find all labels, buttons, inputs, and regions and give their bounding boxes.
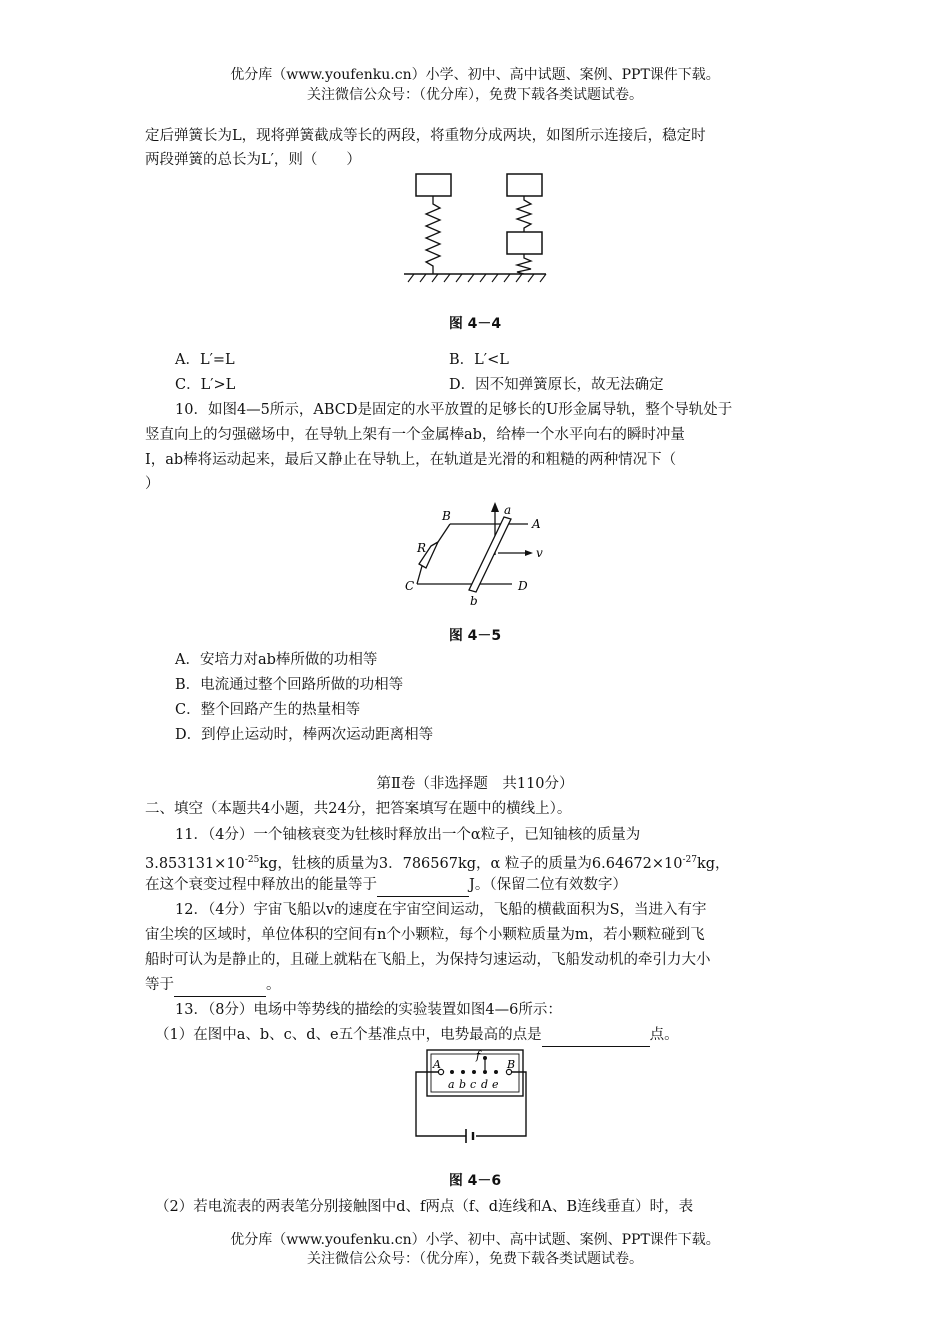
- q10-text-line-2: 竖直向上的匀强磁场中，在导轨上架有一个金属棒ab，给棒一个水平向右的瞬时冲量: [145, 427, 685, 443]
- q13-sub1-pre: （1）在图中a、b、c、d、e五个基准点中，电势最高的点是: [155, 1027, 542, 1043]
- q9-text-line-2: 两段弹簧的总长为L′，则（ ）: [145, 152, 361, 168]
- figure-4-6-caption: 图 4－6: [448, 1173, 502, 1189]
- label-c: c: [470, 1078, 477, 1091]
- label-e: e: [492, 1078, 499, 1091]
- q10-option-c: C．整个回路产生的热量相等: [175, 702, 361, 718]
- q11-mass-alpha: 6.64672×10: [591, 855, 683, 872]
- q10-text-line-4: ）: [145, 476, 160, 492]
- q13-sub1-post: 点。: [649, 1027, 679, 1043]
- label-B: B: [442, 509, 451, 523]
- q11-text-mid: kg，钍核的质量为3．786567kg，α 粒子的质量为: [259, 855, 592, 872]
- q9-option-b: B．L′<L: [449, 352, 509, 368]
- header-line-2: 关注微信公众号：（优分库），免费下载各类试题试卷。: [307, 87, 643, 103]
- ground-hatching: [408, 274, 546, 282]
- q13-sub1-line: [155, 1024, 679, 1047]
- left-weight-block: [416, 174, 451, 196]
- q11-exp-uranium: -25: [244, 855, 260, 865]
- q9-text-line-1: 定后弹簧长为L，现将弹簧截成等长的两段，将重物分成两块，如图所示连接后，稳定时: [145, 128, 706, 144]
- q10-option-b: B．电流通过整个回路所做的功相等: [175, 677, 404, 693]
- figure-4-4-springs: [400, 170, 550, 292]
- right-top-weight-block: [507, 174, 542, 196]
- label-d: d: [481, 1078, 489, 1091]
- q12-text-line-4: [145, 974, 281, 997]
- q12-line4-post: 。: [266, 977, 281, 993]
- q11-text-line-2: [145, 849, 730, 875]
- q11-line3-pre: 在这个衰变过程中释放出的能量等于: [145, 877, 377, 893]
- right-lower-spring: [517, 254, 531, 274]
- label-D: D: [518, 579, 528, 593]
- q11-text-line-1: 11．（4分）一个铀核衰变为钍核时释放出一个α粒子，已知铀核的质量为: [175, 827, 641, 843]
- label-A: A: [532, 517, 541, 531]
- q12-answer-blank[interactable]: [174, 974, 266, 997]
- footer-line-1: 优分库（www.youfenku.cn）小学、初中、高中试题、案例、PPT课件下载。: [230, 1232, 720, 1248]
- right-middle-weight-block: [507, 232, 542, 254]
- q12-text-line-1: 12．（4分）宇宙飞船以v的速度在宇宙空间运动，飞船的横截面积为S，当进入有宇: [175, 902, 707, 918]
- q11-exp-alpha: -27: [682, 855, 697, 865]
- figure-4-5-caption: 图 4－5: [448, 628, 502, 644]
- q11-line3-post: J。（保留二位有效数字）: [469, 877, 628, 893]
- label-C: C: [405, 579, 415, 593]
- q13-sub2-line: （2）若电流表的两表笔分别接触图中d、f两点（f、d连线和A、B连线垂直）时，表: [155, 1199, 694, 1215]
- section-2-intro: 二、填空（本题共4小题，共24分，把答案填写在题中的横线上）。: [145, 801, 572, 817]
- label-A: A: [433, 1058, 441, 1071]
- q13-text-line-1: 13．（8分）电场中等势线的描绘的实验装置如图4—6所示：: [175, 1002, 562, 1018]
- q11-unit-kg: kg，: [696, 855, 730, 872]
- q10-text-line-3: I，ab棒将运动起来，最后又静止在导轨上，在轨道是光滑的和粗糙的两种情况下（: [145, 452, 677, 468]
- q11-answer-blank[interactable]: [377, 874, 469, 897]
- q11-mass-uranium: 3.853131×10: [145, 855, 245, 872]
- label-a: a: [448, 1078, 455, 1091]
- label-a: a: [504, 503, 512, 517]
- q12-line4-pre: 等于: [145, 977, 174, 993]
- q11-text-line-3: [145, 874, 627, 897]
- label-b: b: [470, 594, 478, 608]
- header-line-1: 优分库（www.youfenku.cn）小学、初中、高中试题、案例、PPT课件下载。: [230, 67, 720, 83]
- q9-option-a: A．L′=L: [175, 352, 235, 368]
- left-long-spring: [426, 196, 440, 274]
- q9-option-d: D．因不知弹簧原长，故无法确定: [449, 377, 664, 393]
- label-R: R: [417, 541, 427, 555]
- q12-text-line-3: 船时可认为是静止的，且碰上就粘在飞船上，为保持匀速运动，飞船发动机的牵引力大小: [145, 952, 711, 968]
- label-B: B: [507, 1058, 516, 1071]
- figure-4-4-caption: 图 4－4: [448, 316, 502, 332]
- q10-option-d: D．到停止运动时，棒两次运动距离相等: [175, 727, 434, 743]
- footer-line-2: 关注微信公众号：（优分库），免费下载各类试题试卷。: [307, 1251, 643, 1267]
- figure-4-5-rails: [400, 500, 555, 610]
- right-upper-spring: [517, 196, 531, 232]
- q10-text-line-1: 10．如图4—5所示，ABCD是固定的水平放置的足够长的U形金属导轨，整个导轨处于: [175, 402, 733, 418]
- label-v: v: [536, 546, 543, 560]
- label-b: b: [459, 1078, 467, 1091]
- part-2-title: 第Ⅱ卷（非选择题 共110分）: [376, 776, 574, 792]
- q12-text-line-2: 宙尘埃的区域时，单位体积的空间有n个小颗粒，每个小颗粒质量为m，若小颗粒碰到飞: [145, 927, 705, 943]
- figure-4-6-apparatus: [408, 1046, 538, 1146]
- q10-option-a: A．安培力对ab棒所做的功相等: [175, 652, 378, 668]
- q13-sub1-answer-blank[interactable]: [542, 1024, 650, 1047]
- label-f: f: [476, 1049, 481, 1062]
- q9-option-c: C．L′>L: [175, 377, 236, 393]
